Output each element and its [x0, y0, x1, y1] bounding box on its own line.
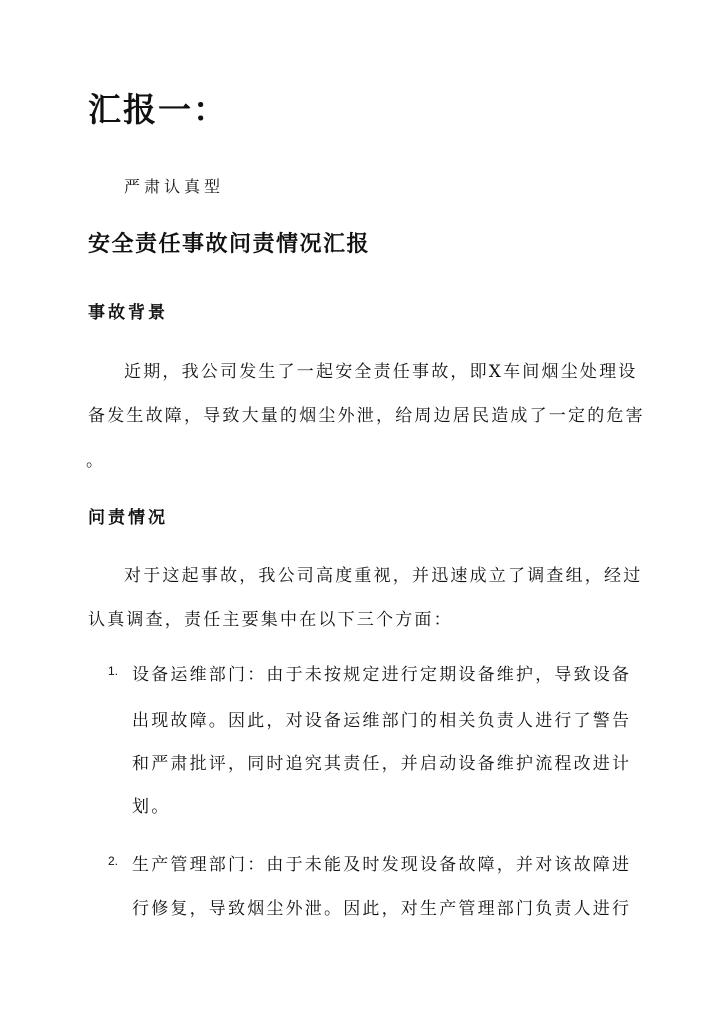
list-item-line: 设备运维部门：由于未按规定进行定期设备维护，导致设备 — [132, 665, 632, 685]
section-heading-background: 事故背景 — [88, 303, 168, 323]
list-item-line: 和严肃批评，同时追究其责任，并启动设备维护流程改进计 — [132, 754, 632, 774]
page-title: 汇报一： — [88, 90, 228, 129]
page-subtitle: 严肃认真型 — [124, 177, 225, 196]
section-heading-accountability: 问责情况 — [88, 508, 168, 528]
paragraph-line: 备发生故障，导致大量的烟尘外泄，给周边居民造成了一定的危害 — [88, 406, 645, 426]
list-item-line: 出现故障。因此，对设备运维部门的相关负责人进行了警告 — [132, 711, 632, 731]
report-heading: 安全责任事故问责情况汇报 — [88, 231, 371, 257]
paragraph-line: 对于这起事故，我公司高度重视，并迅速成立了调查组，经过 — [124, 566, 643, 586]
list-item-number: 1. — [108, 664, 119, 678]
list-item-line: 行修复，导致烟尘外泄。因此，对生产管理部门负责人进行 — [132, 899, 632, 919]
list-item-line: 划。 — [132, 797, 171, 817]
list-item-line: 生产管理部门：由于未能及时发现设备故障，并对该故障进 — [132, 855, 632, 875]
paragraph-line: 。 — [86, 451, 106, 471]
list-item-number: 2. — [108, 854, 119, 868]
paragraph-line: 近期，我公司发生了一起安全责任事故，即X车间烟尘处理设 — [124, 362, 638, 382]
paragraph-line: 认真调查，责任主要集中在以下三个方面： — [88, 610, 453, 630]
